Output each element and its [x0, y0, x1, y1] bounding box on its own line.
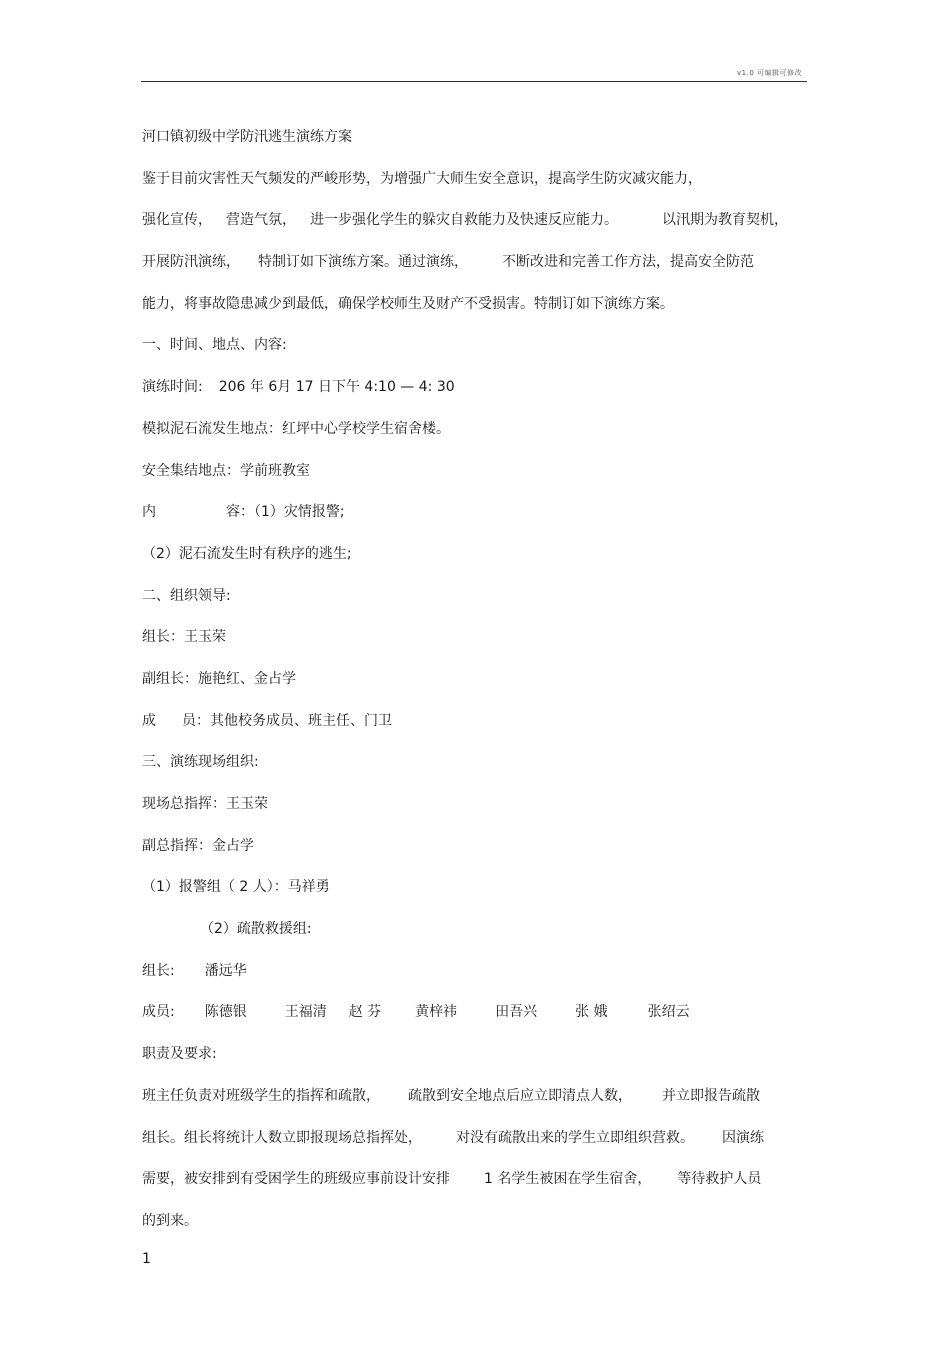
duties-line-1-part-2: 疏散到安全地点后应立即清点人数，	[408, 1087, 632, 1104]
intro-line-3-part-1: 开展防汛演练，	[142, 254, 240, 271]
duties-line-2	[142, 1125, 812, 1167]
evacuation-member: 王福清	[284, 1004, 327, 1021]
drill-content-1	[142, 499, 812, 541]
section-2-heading: 二、组织领导:	[142, 587, 231, 604]
duties-line-2-part-2: 对没有疏散出来的学生立即组织营救。	[456, 1129, 694, 1146]
evacuation-leader-label: 组长:	[142, 962, 175, 979]
group-members-label-a: 成	[142, 712, 156, 729]
evacuation-member: 张绍云	[647, 1004, 690, 1021]
duties-line-3-part-2: 1 名学生被困在学生宿舍，	[484, 1171, 652, 1188]
duties-line-1	[142, 1083, 812, 1125]
group-deputy: 副组长：施艳红、金占学	[142, 670, 296, 687]
intro-line-3	[142, 249, 812, 291]
group-members-label-b: 员：其他校务成员、班主任、门卫	[182, 712, 392, 729]
drill-time-label: 演练时间:	[142, 379, 203, 396]
header-rule	[141, 81, 807, 82]
duties-line-3	[142, 1166, 812, 1208]
duties-line-3-part-3: 等待救护人员	[677, 1171, 762, 1188]
group-leader: 组长：王玉荣	[142, 629, 226, 646]
duties-line-1-part-3: 并立即报告疏散	[662, 1087, 760, 1104]
drill-site: 模拟泥石流发生地点：红坪中心学校学生宿舍楼。	[142, 420, 450, 437]
drill-time-value: 206 年 6月 17 日下午 4:10 — 4: 30	[218, 379, 455, 396]
drill-time	[142, 374, 812, 416]
evacuation-member: 张 娥	[575, 1004, 608, 1021]
evacuation-member: 赵 芬	[348, 1004, 382, 1021]
drill-content-label-b: 容：（1）灾情报警;	[226, 504, 345, 521]
duties-line-1-part-1: 班主任负责对班级学生的指挥和疏散，	[142, 1087, 380, 1104]
intro-line-2-part-3: 进一步强化学生的躲灾自救能力及快速反应能力。	[310, 212, 618, 229]
intro-line-2-part-2: 营造气氛，	[226, 212, 296, 229]
document-body	[142, 124, 812, 1250]
drill-content-2: （2）泥石流发生时有秩序的逃生;	[142, 545, 352, 562]
evacuation-members	[142, 999, 812, 1041]
evacuation-member: 陈德银	[204, 1004, 247, 1021]
deputy-commander: 副总指挥：金占学	[142, 837, 254, 854]
duties-heading: 职责及要求:	[142, 1046, 217, 1063]
assembly-point: 安全集结地点：学前班教室	[142, 462, 310, 479]
intro-line-3-part-3: 不断改进和完善工作方法，提高安全防范	[502, 254, 754, 271]
alarm-group: （1）报警组（ 2 人）：马祥勇	[142, 879, 330, 896]
evacuation-member: 黄梓祎	[415, 1004, 458, 1021]
duties-line-2-part-3: 因演练	[722, 1129, 764, 1146]
evacuation-group: （2）疏散救援组:	[200, 921, 312, 938]
evacuation-leader-name: 潘远华	[204, 962, 247, 979]
duties-line-2-part-1: 组长。组长将统计人数立即报现场总指挥处，	[142, 1129, 422, 1146]
evacuation-members-label: 成员:	[142, 1004, 175, 1021]
site-commander: 现场总指挥：王玉荣	[142, 796, 268, 812]
evacuation-member: 田吾兴	[495, 1004, 538, 1021]
page-number: 1	[142, 1251, 151, 1267]
intro-line-2-part-1: 强化宣传，	[142, 212, 212, 229]
header-version-note: v1.0 可编辑可修改	[737, 69, 802, 77]
duties-line-3-part-1: 需要，被安排到有受困学生的班级应事前设计安排	[142, 1171, 450, 1188]
section-3-heading: 三、演练现场组织:	[142, 754, 259, 771]
duties-line-4: 的到来。	[142, 1212, 198, 1229]
document-title: 河口镇初级中学防汛逃生演练方案	[142, 129, 352, 145]
evacuation-leader	[142, 958, 812, 1000]
intro-line-2-part-4: 以汛期为教育契机，	[662, 212, 788, 229]
intro-line-2	[142, 207, 812, 249]
intro-line-1: 鉴于目前灾害性天气频发的严峻形势，为增强广大师生安全意识，提高学生防灾减灾能力，	[142, 170, 702, 187]
intro-line-3-part-2: 特制订如下演练方案。通过演练，	[258, 254, 468, 271]
section-1-heading: 一、时间、地点、内容:	[142, 337, 287, 354]
intro-line-4: 能力，将事故隐患减少到最低，确保学校师生及财产不受损害。特制订如下演练方案。	[142, 295, 674, 312]
drill-content-label-a: 内	[142, 504, 156, 521]
group-members	[142, 708, 812, 750]
